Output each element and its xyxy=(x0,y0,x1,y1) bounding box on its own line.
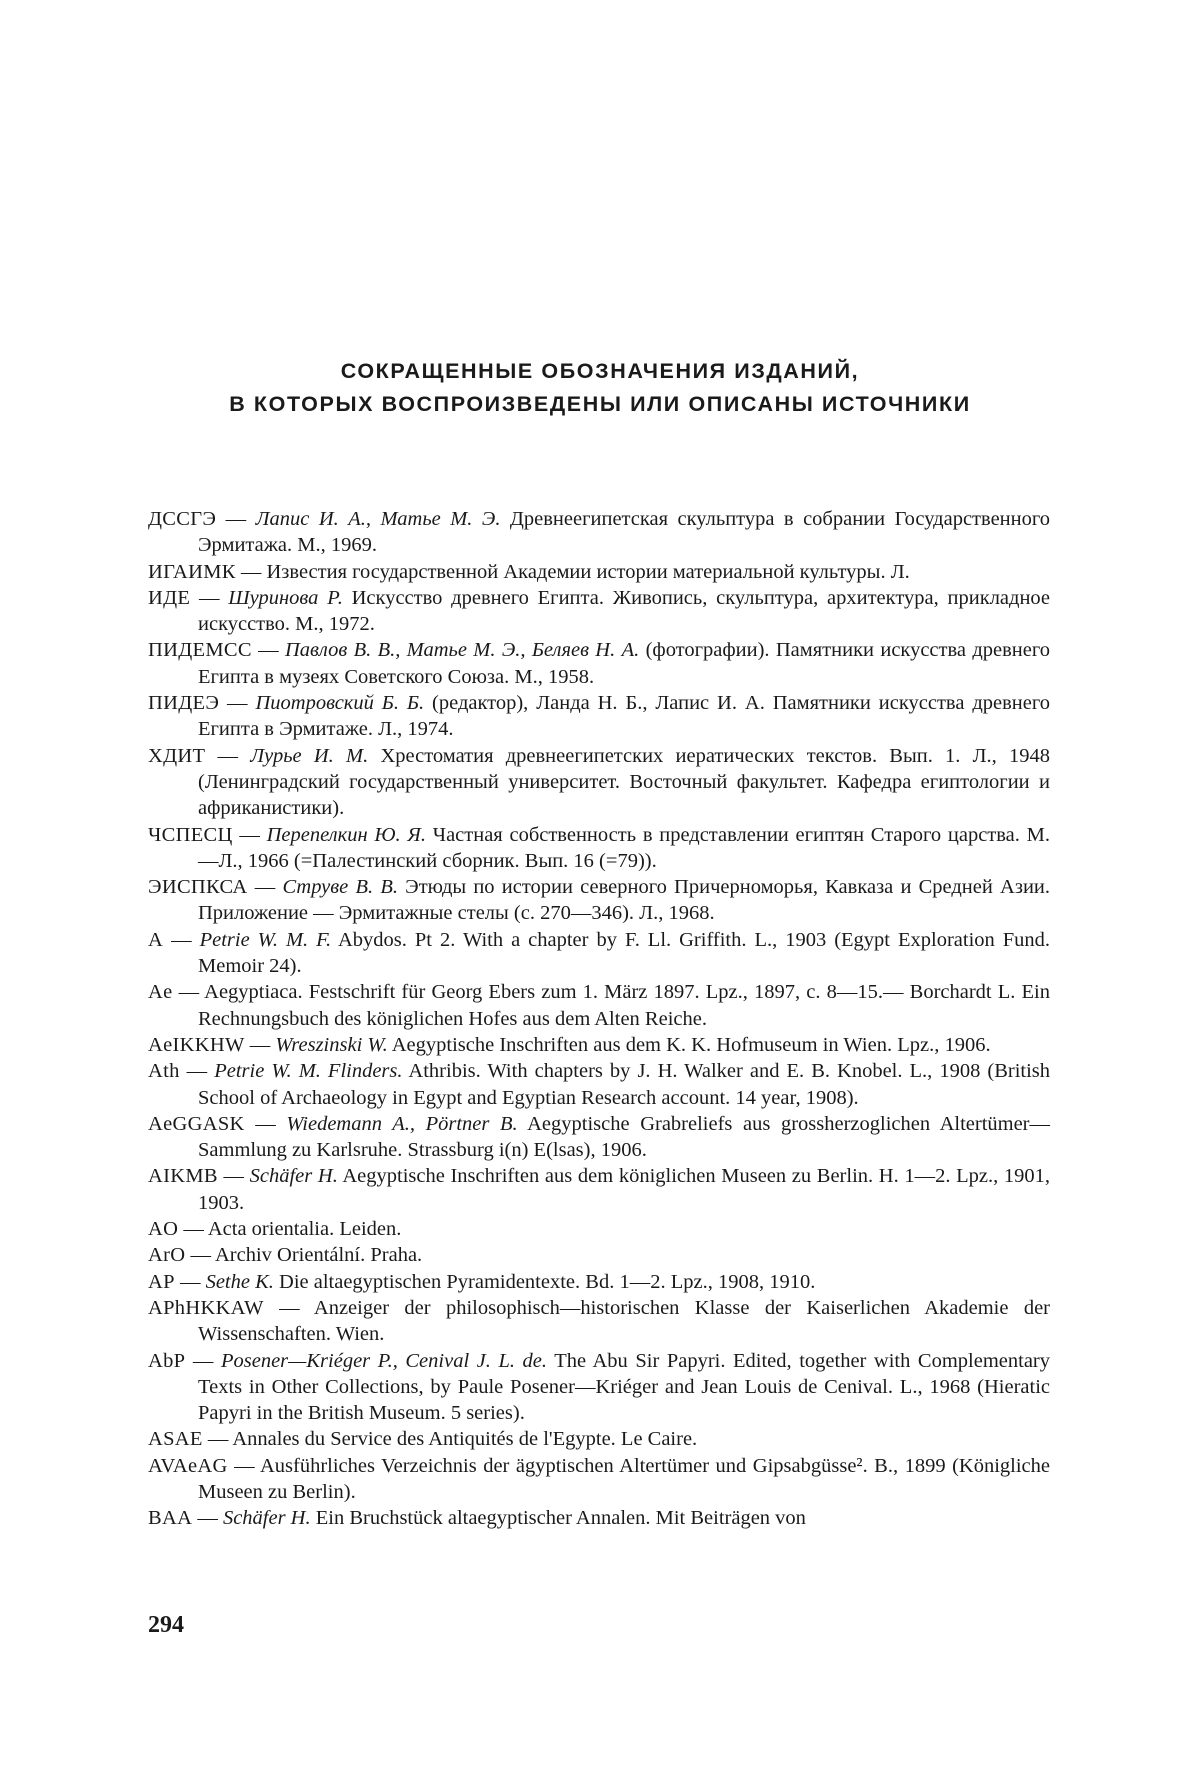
entry-author: Schäfer H. xyxy=(222,1507,311,1530)
entry-text: Annales du Service des Antiquités de l'Egypte. Le Caire. xyxy=(232,1428,698,1451)
entry-text: Ausführliches Verzeichnis der ägyptischen Altertümer und Gipsabgüsse². B., 1899 (Königliche Museen zu Berlin). xyxy=(198,1454,1050,1503)
entry-author: Wiedemann A., Pörtner B. xyxy=(286,1112,518,1135)
entry-author: Posener—Kriéger P., Cenival J. L. de. xyxy=(220,1349,548,1372)
abbreviation-entry: ASAE — Annales du Service des Antiquités de l'Egypte. Le Caire. xyxy=(148,1428,698,1451)
entry-abbreviation: AIKMB xyxy=(148,1165,218,1188)
abbreviation-entry: A — Petrie W. M. F. Abydos. Pt 2. With a chapter by F. Ll. Griffith. L., 1903 (Egypt Exploration Fund. Memoir 24). xyxy=(148,928,1051,978)
entry-author: Лурье И. М. xyxy=(250,744,369,767)
title-line-2: В КОТОРЫХ ВОСПРОИЗВЕДЕНЫ ИЛИ ОПИСАНЫ ИСТОЧНИКИ xyxy=(229,392,971,416)
entry-text: The Abu Sir Papyri. Edited, together with Complementary Texts in Other Collections, by Paule Posener—Kriéger and Jean Louis de Cenival. L., 1968 (Hieratic Papyri in the British Museum. 5 series). xyxy=(198,1349,1050,1425)
page-title xyxy=(150,355,1050,421)
abbreviation-entry: ХДИТ — Лурье И. М. Хрестоматия древнеегипетских иератических текстов. Вып. 1. Л., 1948 (Ленинградский государственный университет. Восточный факультет. Кафедра египтологии и африканистики). xyxy=(148,744,1051,820)
entry-author: Струве В. В. xyxy=(282,876,398,899)
abbreviation-entry: APhHKKAW — Anzeiger der philosophisch—historischen Klasse der Kaiserlichen Akademie der Wissenschaften. Wien. xyxy=(148,1296,1050,1346)
entry-text: Abydos. Pt 2. With a chapter by F. Ll. Griffith. L., 1903 (Egypt Exploration Fund. Memoir 24). xyxy=(198,928,1051,978)
entry-abbreviation: AO xyxy=(148,1218,179,1241)
page-number: 294 xyxy=(148,1612,184,1638)
abbreviation-entry: AO — Acta orientalia. Leiden. xyxy=(148,1218,402,1241)
entry-text: Этюды по истории северного Причерноморья, Кавказа и Средней Азии. Приложение — Эрмитажные стелы (с. 270—346). Л., 1968. xyxy=(198,876,1051,925)
entry-author: Лапис И. А., Матье М. Э. xyxy=(255,508,501,530)
entry-abbreviation: ArO xyxy=(148,1244,186,1267)
entry-abbreviation: BAA xyxy=(148,1507,193,1530)
abbreviation-entry: ЧСПЕСЦ — Перепелкин Ю. Я. Частная собственность в представлении египтян Старого царства. М.—Л., 1966 (=Палестинский сборник. Вып. 16 (=79)). xyxy=(148,823,1050,872)
abbreviation-entry: Ath — Petrie W. M. Flinders. Athribis. With chapters by J. H. Walker and E. B. Knobel. L., 1908 (British School of Archaeology in Egypt and Egyptian Research account. 14 year, 1908). xyxy=(148,1060,1051,1109)
entry-abbreviation: ДССГЭ xyxy=(148,508,217,530)
abbreviation-entry: ИДЕ — Шуринова Р. Искусство древнего Египта. Живопись, скульптура, архитектура, прикладное искусство. М., 1972. xyxy=(148,586,1051,636)
abbreviation-entry: AeIKKHW — Wreszinski W. Aegyptische Inschriften aus dem K. K. Hofmuseum in Wien. Lpz., 1906. xyxy=(148,1033,991,1056)
entry-text: Aegyptische Inschriften aus dem K. K. Hofmuseum in Wien. Lpz., 1906. xyxy=(391,1033,991,1056)
entry-text: Частная собственность в представлении египтян Старого царства. М.—Л., 1966 (=Палестинский сборник. Вып. 16 (=79)). xyxy=(198,823,1050,872)
entry-abbreviation: A xyxy=(148,928,164,951)
abbreviation-entry: AIKMB — Schäfer H. Aegyptische Inschriften aus dem königlichen Museen zu Berlin. H. 1—2. Lpz., 1901, 1903. xyxy=(148,1165,1051,1214)
abbreviation-entry: AbP — Posener—Kriéger P., Cenival J. L. de. The Abu Sir Papyri. Edited, together with Complementary Texts in Other Collections, by Paule Posener—Kriéger and Jean Louis de Cenival. L., 1968 (Hieratic Papyri in the British Museum. 5 series). xyxy=(148,1349,1050,1425)
entry-abbreviation: APhHKKAW xyxy=(148,1296,264,1319)
entry-author: Перепелкин Ю. Я. xyxy=(266,823,426,846)
abbreviation-entry: AVAeAG — Ausführliches Verzeichnis der ägyptischen Altertümer und Gipsabgüsse². B., 1899 (Königliche Museen zu Berlin). xyxy=(148,1454,1050,1503)
entry-text: Ein Bruchstück altaegyptischer Annalen. Mit Beiträgen von xyxy=(315,1507,806,1530)
entry-text: Die altaegyptischen Pyramidentexte. Bd. 1—2. Lpz., 1908, 1910. xyxy=(279,1270,816,1293)
entry-text: Известия государственной Академии истории материальной культуры. Л. xyxy=(266,560,910,583)
entry-text: Aegyptiaca. Festschrift für Georg Ebers zum 1. März 1897. Lpz., 1897, c. 8—15.— Borchardt L. Ein Rechnungsbuch des königlichen Hofes aus dem Alten Reiche. xyxy=(198,981,1050,1030)
abbreviation-entry: ДССГЭ — Лапис И. А., Матье М. Э. Древнеегипетская скульптура в собрании Государственного Эрмитажа. М., 1969. xyxy=(148,508,1051,557)
entry-author: Wreszinski W. xyxy=(275,1033,388,1056)
entry-abbreviation: ХДИТ xyxy=(148,744,206,767)
entry-text: Archiv Orientální. Praha. xyxy=(214,1244,423,1267)
entry-abbreviation: AVAeAG xyxy=(148,1454,228,1477)
abbreviation-entry: ArO — Archiv Orientální. Praha. xyxy=(148,1244,423,1267)
entry-author: Sethe K. xyxy=(205,1270,274,1293)
entry-abbreviation: ASAE xyxy=(148,1428,203,1451)
entry-text: Acta orientalia. Leiden. xyxy=(207,1218,402,1241)
abbreviation-entry: ПИДЕМСС — Павлов В. В., Матье М. Э., Беляев Н. А. (фотографии). Памятники искусства древнего Египта в музеях Советского Союза. М., 1958. xyxy=(148,639,1051,688)
entry-author: Petrie W. M. F. xyxy=(199,928,332,951)
entry-author: Пиотровский Б. Б. xyxy=(255,692,425,715)
entry-text: (фотографии). Памятники искусства древнего Египта в музеях Советского Союза. М., 1958. xyxy=(198,639,1051,688)
entry-text: Искусство древнего Египта. Живопись, скульптура, архитектура, прикладное искусство. М., 1972. xyxy=(198,586,1051,636)
entry-text: Aegyptische Grabreliefs aus grossherzoglichen Altertümer—Sammlung zu Karlsruhe. Strassburg i(n) E(lsas), 1906. xyxy=(198,1112,1051,1162)
entry-author: Schäfer H. xyxy=(249,1165,338,1188)
entry-text: (редактор), Ланда Н. Б., Лапис И. А. Памятники искусства древнего Египта в Эрмитаже. Л., 1974. xyxy=(198,692,1050,741)
entry-author: Petrie W. M. Flinders. xyxy=(214,1060,403,1083)
title-line-1: СОКРАЩЕННЫЕ ОБОЗНАЧЕНИЯ ИЗДАНИЙ, xyxy=(340,359,860,383)
abbreviation-entry: BAA — Schäfer H. Ein Bruchstück altaegyptischer Annalen. Mit Beiträgen von xyxy=(148,1507,806,1530)
abbreviation-entry: AP — Sethe K. Die altaegyptischen Pyramidentexte. Bd. 1—2. Lpz., 1908, 1910. xyxy=(148,1270,816,1293)
entry-abbreviation: AeGGASK xyxy=(148,1112,245,1135)
entry-abbreviation: ИГАИМК xyxy=(148,560,236,583)
entry-author: Павлов В. В., Матье М. Э., Беляев Н. А. xyxy=(284,639,640,662)
abbreviation-list xyxy=(148,506,1050,1532)
entry-author: Шуринова Р. xyxy=(228,586,343,609)
entry-abbreviation: ЭИСПКСА xyxy=(148,876,248,899)
entry-abbreviation: AP xyxy=(148,1270,175,1293)
abbreviation-entry: AeGGASK — Wiedemann A., Pörtner B. Aegyptische Grabreliefs aus grossherzoglichen Altertümer—Sammlung zu Karlsruhe. Strassburg i(n) E(lsas), 1906. xyxy=(148,1112,1051,1162)
entry-text: Anzeiger der philosophisch—historischen Klasse der Kaiserlichen Akademie der Wissenschaften. Wien. xyxy=(198,1296,1050,1346)
entry-text: Хрестоматия древнеегипетских иератических текстов. Вып. 1. Л., 1948 (Ленинградский государственный университет. Восточный факультет. Кафедра египтологии и африканистики). xyxy=(198,744,1051,820)
abbreviation-entry: Ae — Aegyptiaca. Festschrift für Georg Ebers zum 1. März 1897. Lpz., 1897, c. 8—15.— Borchardt L. Ein Rechnungsbuch des königlichen Hofes aus dem Alten Reiche. xyxy=(148,981,1050,1030)
abbreviation-entry: ИГАИМК — Известия государственной Академии истории материальной культуры. Л. xyxy=(148,560,910,583)
entry-abbreviation: ПИДЕМСС xyxy=(148,639,252,662)
entry-text: Aegyptische Inschriften aus dem königlichen Museen zu Berlin. H. 1—2. Lpz., 1901, 1903. xyxy=(198,1165,1051,1214)
entry-abbreviation: Ath xyxy=(148,1060,180,1083)
entry-abbreviation: AeIKKHW xyxy=(148,1033,245,1056)
entry-abbreviation: ПИДЕЭ xyxy=(148,692,220,715)
entry-abbreviation: AbP xyxy=(148,1349,186,1372)
abbreviation-entry: ЭИСПКСА — Струве В. В. Этюды по истории северного Причерноморья, Кавказа и Средней Азии. Приложение — Эрмитажные стелы (с. 270—346). Л., 1968. xyxy=(148,876,1051,925)
entry-abbreviation: ЧСПЕСЦ xyxy=(148,823,233,846)
entry-text: Древнеегипетская скульптура в собрании Государственного Эрмитажа. М., 1969. xyxy=(198,508,1051,557)
entry-abbreviation: ИДЕ xyxy=(148,586,191,609)
entry-abbreviation: Ae xyxy=(148,981,173,1004)
abbreviation-entry: ПИДЕЭ — Пиотровский Б. Б. (редактор), Ланда Н. Б., Лапис И. А. Памятники искусства древнего Египта в Эрмитаже. Л., 1974. xyxy=(148,692,1050,741)
entry-text: Athribis. With chapters by J. H. Walker and E. B. Knobel. L., 1908 (British School of Archaeology in Egypt and Egyptian Research account. 14 year, 1908). xyxy=(198,1060,1051,1109)
